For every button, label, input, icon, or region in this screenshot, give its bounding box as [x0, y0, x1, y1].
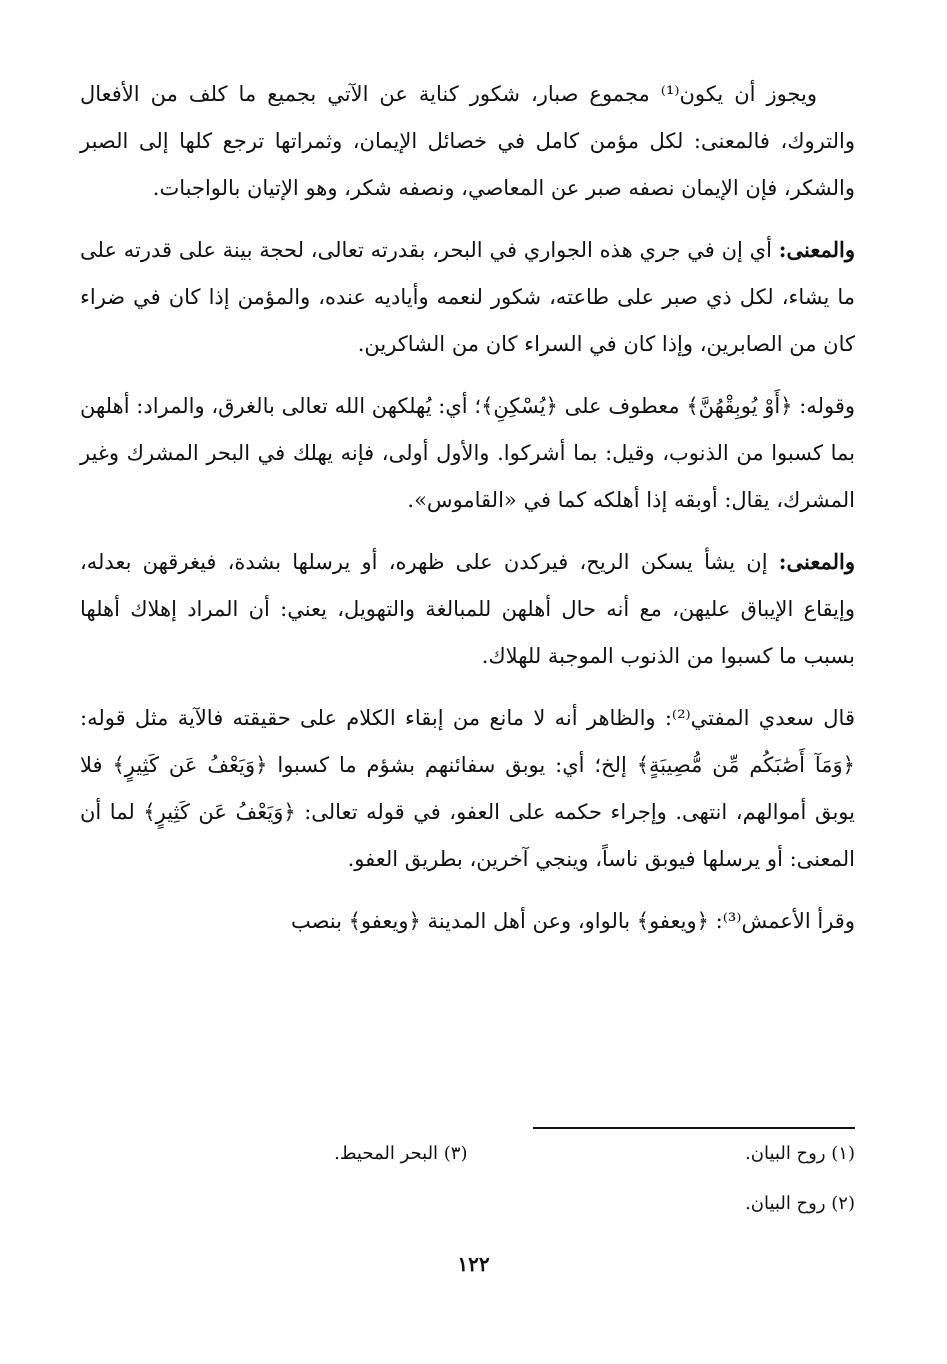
paragraph-text: قال سعدي المفتي⁽²⁾: والظاهر أنه لا مانع من إبقاء الكلام على حقيقته فالآية مثل قوله: ﴿وَمَآ أَصَٰبَكُم مِّن مُّصِيبَةٍ﴾ إلخ؛ أي: يوبق سفائنهم بشؤم ما كسبوا ﴿وَيَعْفُ عَن كَثِيرٍ﴾ فلا يوبق أموالهم، انتهى. وإجراء حكمه على العفو، في قوله تعالى: ﴿وَيَعْفُ عَن كَثِيرٍ﴾ لما أن المعنى: أو يرسلها فيوبق ناساً، وينجي آخرين، بطريق العفو. [80, 706, 855, 871]
paragraph-text: وقرأ الأعمش⁽³⁾: ﴿ويعفو﴾ بالواو، وعن أهل المدينة ﴿ويعفو﴾ بنصب [290, 909, 855, 933]
paragraph-4 [80, 538, 855, 680]
footnote-1: (١) روح البيان. [745, 1143, 855, 1164]
paragraph-text: ويجوز أن يكون⁽¹⁾ مجموع صبار، شكور كناية عن الآتي بجميع ما كلف من الأفعال والتروك، فالمعنى: لكل مؤمن كامل في خصائل الإيمان، وثمراتها ترجع كلها إلى الصبر والشكر، فإن الإيمان نصفه صبر عن المعاصي، ونصفه شكر، وهو الإتيان بالواجبات. [80, 82, 855, 200]
paragraph-3 [80, 382, 855, 524]
footnote-divider [533, 1127, 855, 1129]
footnotes [80, 1140, 855, 1240]
paragraph-lead: والمعنى: [778, 237, 855, 262]
footnote-2: (٢) روح البيان. [745, 1193, 855, 1214]
paragraph-text: إن يشأ يسكن الريح، فيركدن على ظهره، أو يرسلها بشدة، فيغرقهن بعدله، وإيقاع الإيباق عليهن، مع أنه حال أهلهن للمبالغة والتهويل، يعني: أن المراد إهلاك أهلها بسبب ما كسبوا من الذنوب الموجبة للهلاك. [80, 550, 855, 668]
footnote-row [80, 1140, 855, 1168]
paragraph-5 [80, 694, 855, 883]
paragraph-6 [80, 897, 855, 945]
paragraph-text: أي إن في جري هذه الجواري في البحر، بقدرته تعالى، لحجة بينة على قدرته على ما يشاء، لكل ذي صبر على طاعته، شكور لنعمه وأياديه عنده، والمؤمن إذا كان في ضراء كان من الصابرين، وإذا كان في السراء كان من الشاكرين. [80, 238, 855, 356]
footnote-row [80, 1190, 855, 1218]
main-text [80, 70, 855, 959]
paragraph-lead: والمعنى: [778, 549, 855, 574]
paragraph-text: وقوله: ﴿أَوْ يُوبِقْهُنَّ﴾ معطوف على ﴿يُسْكِنِ﴾؛ أي: يُهلكهن الله تعالى بالغرق، والمراد: أهلهن بما كسبوا من الذنوب، وقيل: بما أشركوا. والأول أولى، فإنه يهلك في البحر المشرك وغير المشرك، يقال: أوبقه إذا أهلكه كما في «القاموس». [80, 394, 855, 512]
page-number: ١٢٢ [457, 1252, 490, 1276]
footnote-3: (٣) البحر المحيط. [334, 1143, 468, 1164]
paragraph-2 [80, 226, 855, 368]
paragraph-1 [80, 70, 855, 212]
